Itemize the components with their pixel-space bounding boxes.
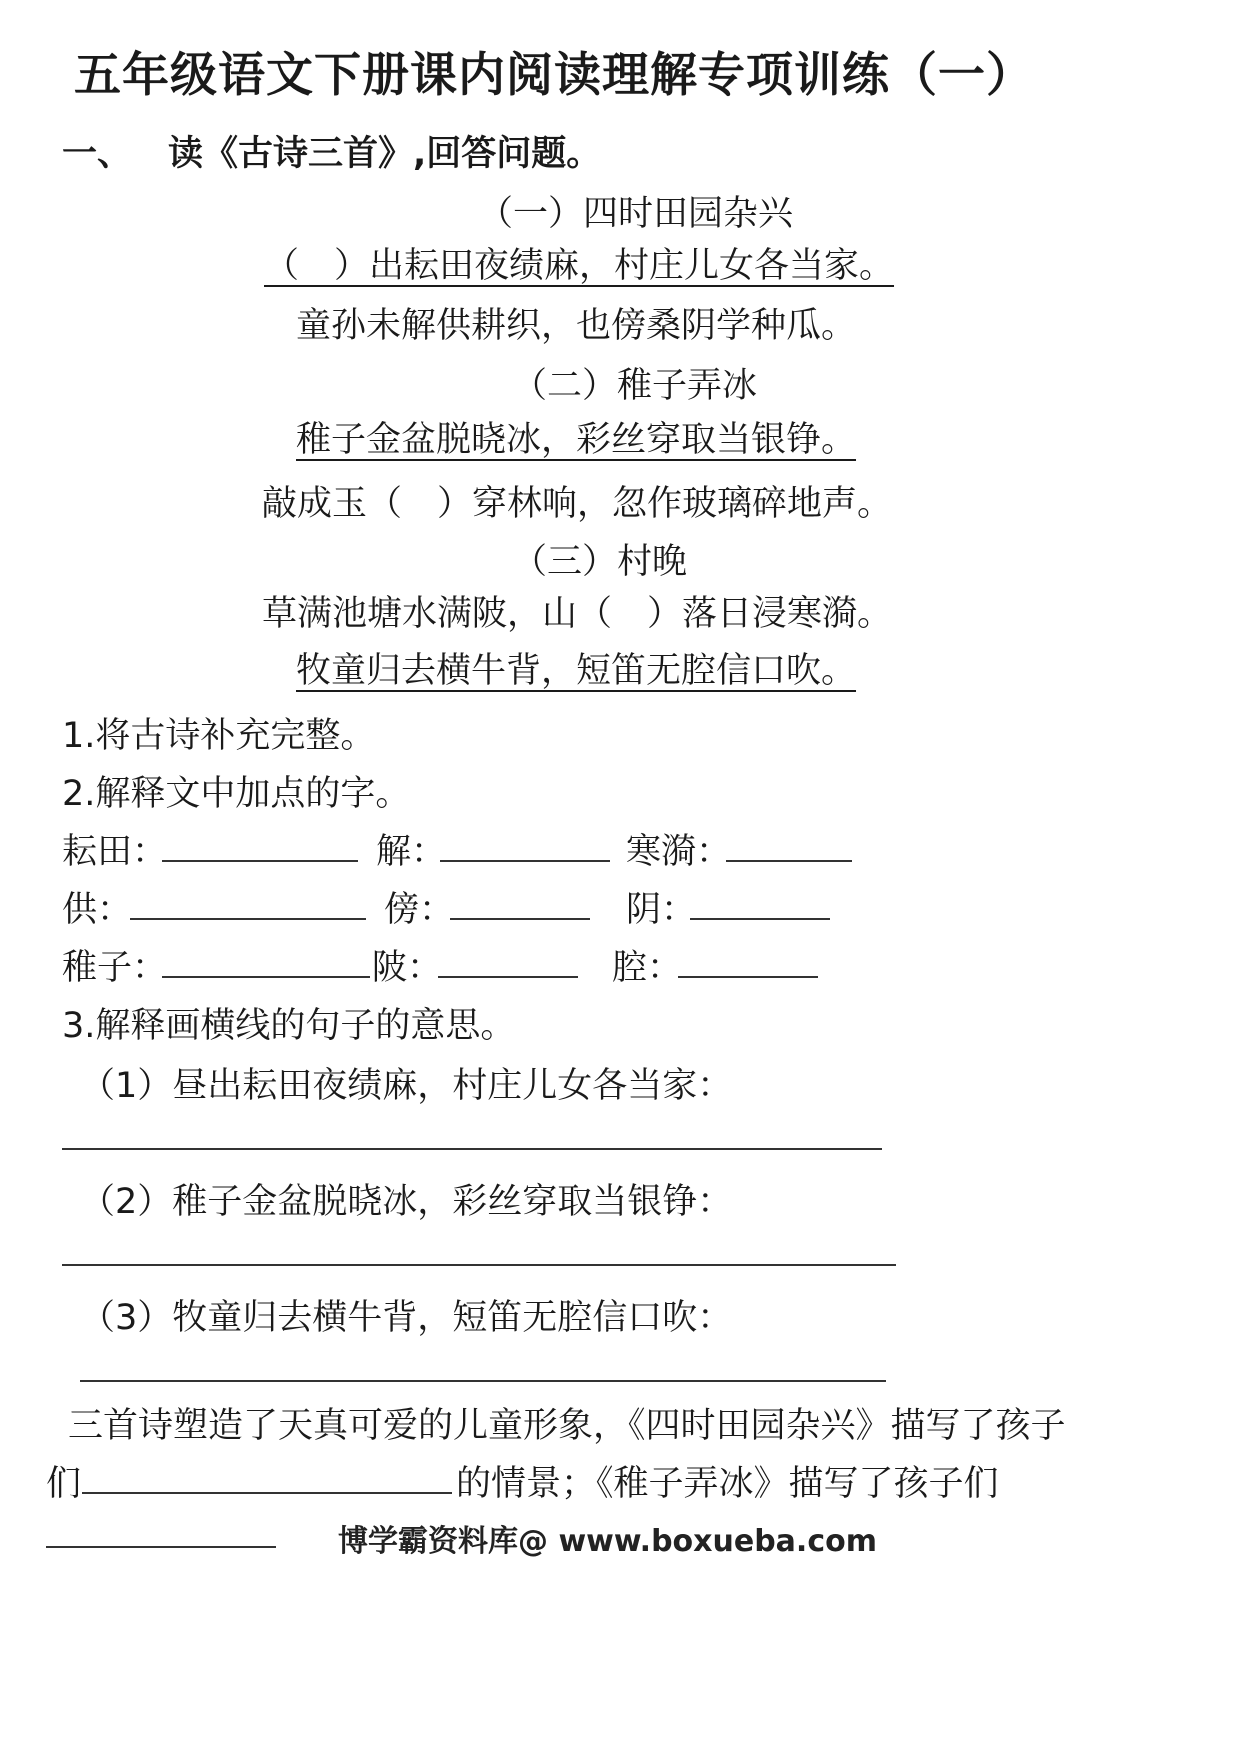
answer-line-hanyi[interactable] (726, 860, 852, 862)
poem-2-title: （二）稚子弄冰 (512, 366, 758, 406)
question-4-line-2-start: 们 (46, 1464, 82, 1504)
term-gong: 供： (62, 890, 133, 930)
poem-2-line-2: 敲成玉（ ）穿林响，忽作玻璃碎地声。 (262, 484, 893, 524)
poem-3-line-2: 牧童归去横牛背，短笛无腔信口吹。 (296, 651, 857, 691)
term-yin: 阴： (626, 890, 697, 930)
answer-line-q4-2[interactable] (46, 1546, 276, 1548)
term-jie: 解： (376, 832, 447, 872)
sub-question-1: （1）昼出耘田夜绩麻，村庄儿女各当家： (80, 1066, 733, 1106)
question-3: 3.解释画横线的句子的意思。 (62, 1006, 516, 1046)
answer-line-q4-1[interactable] (82, 1492, 452, 1494)
term-yuntian: 耘田： (62, 832, 168, 872)
sub-question-3: （3）牧童归去横牛背，短笛无腔信口吹： (80, 1298, 733, 1338)
question-4-line-2-mid: 的情景；《稚子弄冰》描写了孩子们 (456, 1464, 999, 1504)
section-heading: 读《古诗三首》,回答问题。 (168, 134, 602, 174)
answer-line-zhizi[interactable] (162, 976, 370, 978)
page-title: 五年级语文下册课内阅读理解专项训练（一） (74, 48, 1034, 103)
term-bang: 傍： (384, 890, 455, 930)
answer-line-yuntian[interactable] (162, 860, 358, 862)
sub-question-2: （2）稚子金盆脱晓冰，彩丝穿取当银铮： (80, 1182, 733, 1222)
answer-line-sub-2[interactable] (62, 1264, 896, 1266)
poem-1-title: （一）四时田园杂兴 (478, 194, 794, 234)
term-hanyi: 寒漪： (626, 832, 732, 872)
watermark: 博学霸资料库@ www.boxueba.com (338, 1524, 877, 1559)
term-bei: 陂： (372, 948, 443, 988)
poem-1-line-2: 童孙未解供耕织，也傍桑阴学种瓜。 (296, 306, 857, 346)
poem-2-line-1: 稚子金盆脱晓冰，彩丝穿取当银铮。 (296, 420, 857, 460)
answer-line-sub-3[interactable] (80, 1380, 886, 1382)
poem-3-title: （三）村晚 (512, 542, 688, 582)
answer-line-yin[interactable] (690, 918, 830, 920)
answer-line-gong[interactable] (130, 918, 366, 920)
poem-3-line-1: 草满池塘水满陂，山（ ）落日浸寒漪。 (262, 594, 893, 634)
answer-line-qiang[interactable] (678, 976, 818, 978)
question-2: 2.解释文中加点的字。 (62, 774, 411, 814)
section-number: 一、 (62, 134, 133, 174)
poem-1-line-1: （ ）出耘田夜绩麻，村庄儿女各当家。 (264, 246, 895, 286)
answer-line-sub-1[interactable] (62, 1148, 882, 1150)
answer-line-jie[interactable] (440, 860, 610, 862)
term-qiang: 腔： (612, 948, 683, 988)
term-zhizi: 稚子： (62, 948, 168, 988)
question-4-line-1: 三首诗塑造了天真可爱的儿童形象，《四时田园杂兴》描写了孩子 (68, 1406, 1066, 1446)
answer-line-bei[interactable] (438, 976, 578, 978)
question-1: 1.将古诗补充完整。 (62, 716, 376, 756)
answer-line-bang[interactable] (450, 918, 590, 920)
